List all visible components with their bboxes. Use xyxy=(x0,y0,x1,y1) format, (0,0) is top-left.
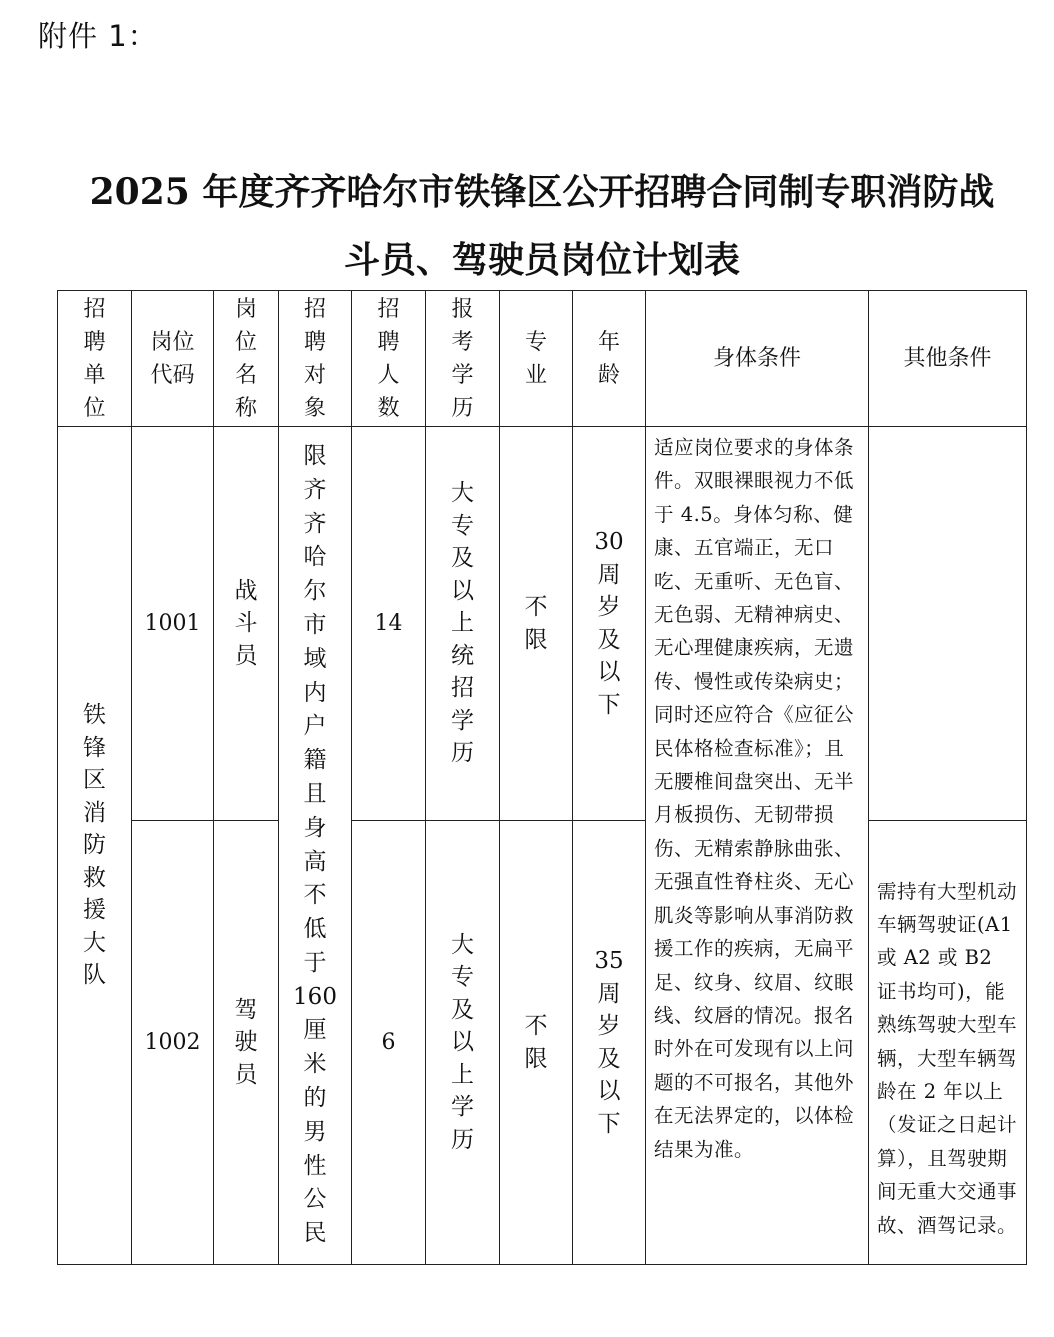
header-other: 其他条件 xyxy=(869,291,1027,427)
header-age xyxy=(573,291,646,427)
position-text: 驾 驶 员 xyxy=(234,996,258,1088)
physical-conditions-cell: 适应岗位要求的身体条件。双眼裸眼视力不低于 4.5。身体匀称、健康、五官端正，无口吃、无重听、无色盲、无色弱、无精神病史、无心理健康疾病，无遗传、慢性或传染病史；同时还应符合《应征公民体格检查标准》；且无腰椎间盘突出、无半月板损伤、无韧带损伤、无精索静脉曲张、无强直性脊柱炎、无心肌炎等影响从事消防救援工作的疾病，无扁平足、纹身、纹眉、纹眼线、纹唇的情况。报名时外在可发现有以上问题的不可报名，其他外在无法界定的，以体检结果为准。 xyxy=(646,427,869,1265)
age-cell xyxy=(573,821,646,1265)
recruitment-plan-table xyxy=(57,290,1027,1265)
age-text: 30 周 岁 及 以 下 xyxy=(594,529,624,718)
count-cell: 14 xyxy=(352,427,426,821)
header-major-text: 专 业 xyxy=(524,329,547,388)
attachment-label: 附件 1： xyxy=(38,19,158,53)
table-row xyxy=(58,821,1027,1265)
header-education xyxy=(426,291,500,427)
education-cell xyxy=(426,427,500,821)
document-title-line-2: 斗员、驾驶员岗位计划表 xyxy=(343,239,740,281)
header-unit xyxy=(58,291,132,427)
document-title-line-1: 2025 年度齐齐哈尔市铁锋区公开招聘合同制专职消防战 xyxy=(89,171,995,213)
position-cell xyxy=(214,821,279,1265)
table-row xyxy=(58,427,1027,821)
other-conditions-cell xyxy=(869,427,1027,821)
age-cell xyxy=(573,427,646,821)
target-text: 限 齐 齐 哈 尔 市 域 内 户 籍 且 身 高 不 低 于 160 厘 米 的 男 性 公 民 xyxy=(293,442,337,1247)
header-age-text: 年 龄 xyxy=(597,329,620,388)
header-count xyxy=(352,291,426,427)
count-cell: 6 xyxy=(352,821,426,1265)
unit-text: 铁 锋 区 消 防 救 援 大 队 xyxy=(83,702,106,989)
position-text: 战 斗 员 xyxy=(234,577,258,669)
major-cell xyxy=(500,427,573,821)
header-code-text: 岗位 代码 xyxy=(150,329,195,388)
header-major xyxy=(500,291,573,427)
education-text: 大 专 及 以 上 统 招 学 历 xyxy=(451,480,474,767)
header-code xyxy=(132,291,214,427)
position-cell xyxy=(214,427,279,821)
unit-cell xyxy=(58,427,132,1265)
age-text: 35 周 岁 及 以 下 xyxy=(594,948,624,1137)
other-conditions-cell: 需持有大型机动车辆驾驶证(A1 或 A2 或 B2 证书均可)，能熟练驾驶大型车辆，大型车辆驾龄在 2 年以上（发证之日起计算），且驾驶期间无重大交通事故、酒驾记录。 xyxy=(869,821,1027,1265)
header-target-text: 招 聘 对 象 xyxy=(303,296,326,421)
header-count-text: 招 聘 人 数 xyxy=(377,296,400,421)
code-cell: 1001 xyxy=(132,427,214,821)
header-unit-text: 招 聘 单 位 xyxy=(83,296,106,421)
major-text: 不 限 xyxy=(524,594,548,653)
header-physical: 身体条件 xyxy=(646,291,869,427)
header-row xyxy=(58,291,1027,427)
code-cell: 1002 xyxy=(132,821,214,1265)
education-cell xyxy=(426,821,500,1265)
target-cell xyxy=(279,427,352,1265)
header-target xyxy=(279,291,352,427)
major-cell xyxy=(500,821,573,1265)
header-education-text: 报 考 学 历 xyxy=(451,296,474,421)
education-text: 大 专 及 以 上 学 历 xyxy=(451,931,474,1153)
major-text: 不 限 xyxy=(524,1013,548,1072)
header-position-text: 岗 位 名 称 xyxy=(234,296,257,421)
header-position xyxy=(214,291,279,427)
